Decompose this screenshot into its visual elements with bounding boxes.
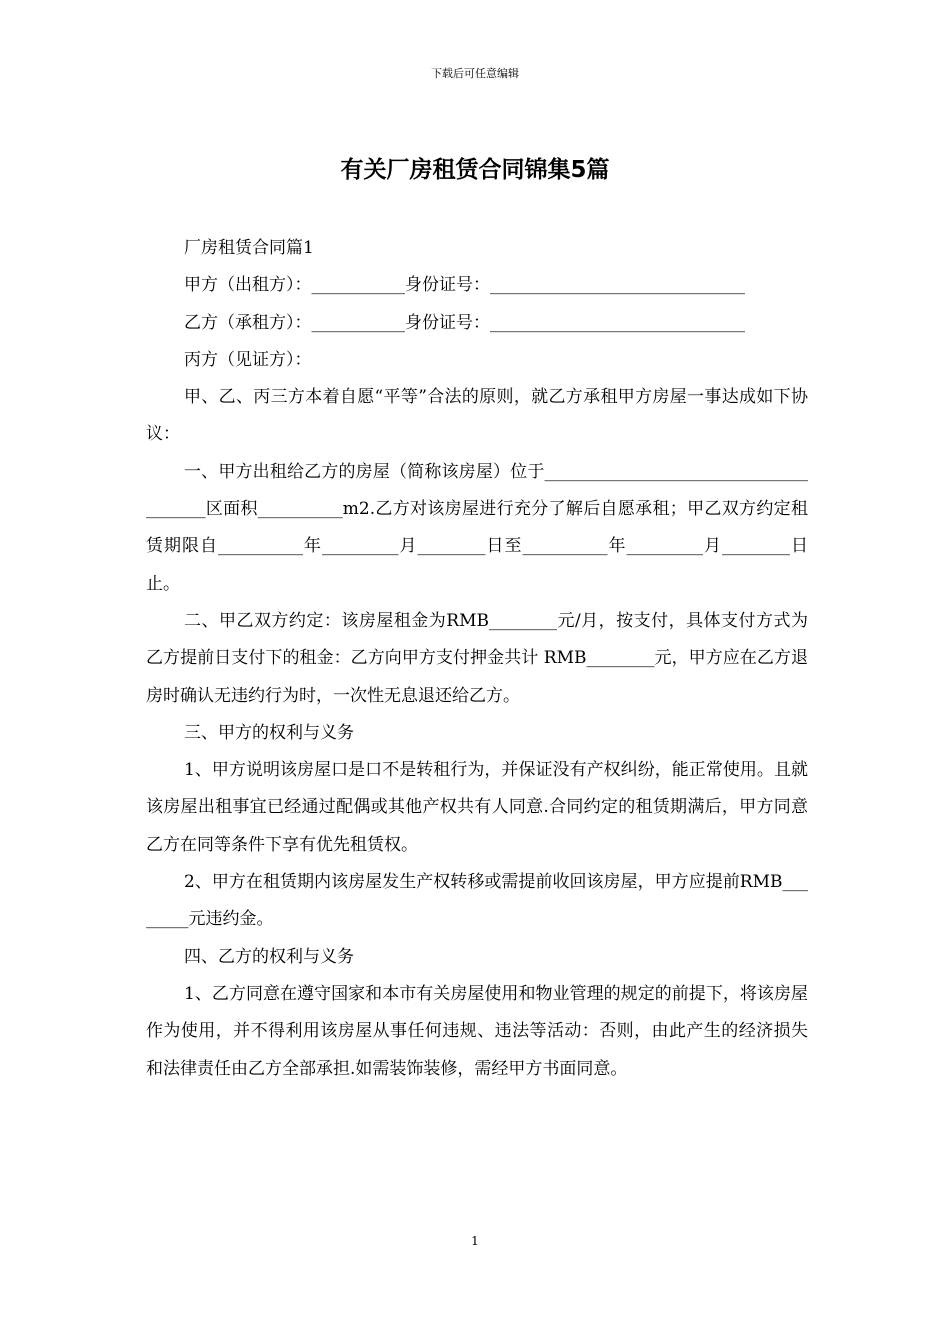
clause-3-item-1: 1、甲方说明该房屋口是口不是转租行为，并保证没有产权纠纷，能正常使用。且就该房屋出租事宜已经通过配偶或其他产权共有人同意.合同约定的租赁期满后，甲方同意乙方在同等条件下享有优先租赁权。 xyxy=(146,760,808,855)
clause-1-premises: 一、甲方出租给乙方的房屋（简称该房屋）位于______________________________________区面积__________m2.乙方对该房屋进行充分了解后自愿承租；甲乙双方约定租赁期限自__________年_________月________日至__________年_________月________日止。 xyxy=(146,461,808,594)
party-c-line: 丙方（见证方）： xyxy=(184,349,312,370)
clause-4-heading: 四、乙方的权利与义务 xyxy=(184,946,354,967)
document-title: 有关厂房租赁合同锦集5篇 xyxy=(340,157,610,183)
section-heading-contract-1: 厂房租赁合同篇1 xyxy=(184,238,314,258)
document-body xyxy=(146,230,808,1088)
header-note: 下载后可任意编辑 xyxy=(431,67,519,80)
party-b-line: 乙方（承租方）：___________身份证号：______________________________ xyxy=(184,312,745,333)
agreement-intro: 甲、乙、丙三方本着自愿“平等”合法的原则，就乙方承租甲方房屋一事达成如下协议： xyxy=(146,387,808,445)
clause-4-item-1: 1、乙方同意在遵守国家和本市有关房屋使用和物业管理的规定的前提下，将该房屋作为使用，并不得利用该房屋从事任何违规、违法等活动：否则，由此产生的经济损失和法律责任由乙方全部承担.如需装饰装修，需经甲方书面同意。 xyxy=(146,983,808,1079)
page-number: 1 xyxy=(471,1234,479,1248)
clause-2-rent: 二、甲乙双方约定：该房屋租金为RMB________元/月，按支付，具体支付方式为乙方提前日支付下的租金：乙方向甲方支付押金共计 RMB________元，甲方应在乙方退房时确认无违约行为时，一次性无息退还给乙方。 xyxy=(146,610,808,706)
clause-3-heading: 三、甲方的权利与义务 xyxy=(184,722,354,743)
party-a-line: 甲方（出租方）：___________身份证号：______________________________ xyxy=(184,275,745,296)
clause-3-item-2: 2、甲方在租赁期内该房屋发生产权转移或需提前收回该房屋，甲方应提前RMB________元违约金。 xyxy=(146,872,808,930)
